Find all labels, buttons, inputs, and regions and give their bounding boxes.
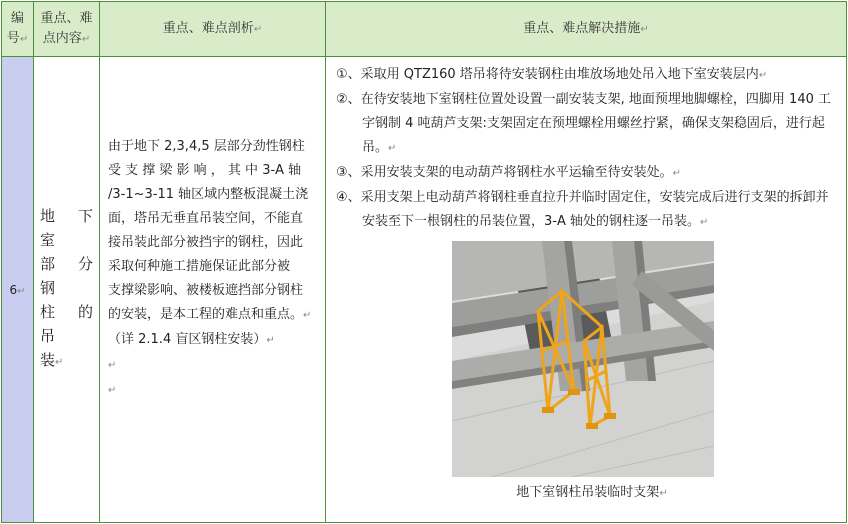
header-row — [2, 2, 847, 57]
analysis-line: （详 2.1.4 盲区钢柱安装）↵ — [108, 332, 275, 347]
measure-item-3: ③、采用安装支架的电动葫芦将钢柱水平运输至待安装处。↵ — [336, 165, 682, 180]
measure-item-4: ④、采用支架上电动葫芦将钢柱垂直拉升并临时固定住，安装完成后进行支架的拆卸并安装至下一根钢柱的吊装位置，3-A 轴处的钢柱逐一吊装。↵ — [336, 190, 829, 229]
header-number — [2, 2, 34, 57]
analysis-line: 由于地下 2,3,4,5 层部分劲性钢柱 — [108, 139, 305, 154]
analysis-line: 面，塔吊无垂直吊装空间，不能直 — [108, 211, 304, 226]
analysis-line: /3-1~3-11 轴区域内整板混凝土浇 — [108, 187, 309, 202]
topic-line: 地 下 室 — [40, 207, 93, 249]
header-topic — [34, 2, 100, 57]
topic-line: 部 分 钢 — [40, 255, 93, 297]
topic-line: 装↵ — [40, 351, 64, 369]
figure-caption: 地下室钢柱吊装临时支架↵ — [516, 485, 668, 500]
analysis-line: 的安装，是本工程的难点和重点。↵ — [108, 307, 312, 322]
analysis-line: 接吊装此部分被挡宇的钢柱，因此 — [108, 235, 304, 250]
analysis-line: 受 支 撑 梁 影 响 ， 其 中 3-A 轴 — [108, 163, 302, 178]
measure-item-2: ②、在待安装地下室钢柱位置处设置一副安装支架, 地面预埋地脚螺栓，四脚用 140 工字钢制 4 吨葫芦支架:支架固定在预埋螺栓用螺丝拧紧，确保支架稳固后，进行起吊。↵ — [336, 92, 831, 155]
header-topic-line2: 点内容↵ — [42, 30, 91, 46]
row-analysis — [100, 57, 326, 523]
header-measures-text: 重点、难点解决措施↵ — [523, 20, 649, 36]
header-analysis — [100, 2, 326, 57]
row-number: 6↵ — [2, 57, 34, 523]
support-render-svg — [452, 241, 714, 477]
measure-item-1: ①、采取用 QTZ160 塔吊将待安装钢柱由堆放场地处吊入地下室安装层内↵ — [336, 67, 768, 82]
empty-paragraph-mark: ↵ — [108, 385, 117, 396]
empty-paragraph-mark: ↵ — [108, 360, 117, 371]
analysis-line: 支撑梁影响、被楼板遮挡部分钢柱 — [108, 283, 304, 298]
row-measures — [326, 57, 847, 523]
header-topic-line1: 重点、难 — [40, 10, 93, 26]
temporary-support-illustration — [452, 241, 714, 477]
header-number-line1: 编 — [10, 10, 24, 26]
content-row — [2, 57, 847, 523]
header-number-line2: 号↵ — [6, 30, 29, 46]
header-measures — [326, 2, 847, 57]
row-topic — [34, 57, 100, 523]
header-analysis-text: 重点、难点剖析↵ — [162, 20, 263, 36]
key-points-table — [1, 1, 847, 523]
analysis-line: 采取何种施工措施保证此部分被 — [108, 259, 291, 274]
topic-line: 柱 的 吊 — [40, 303, 93, 345]
